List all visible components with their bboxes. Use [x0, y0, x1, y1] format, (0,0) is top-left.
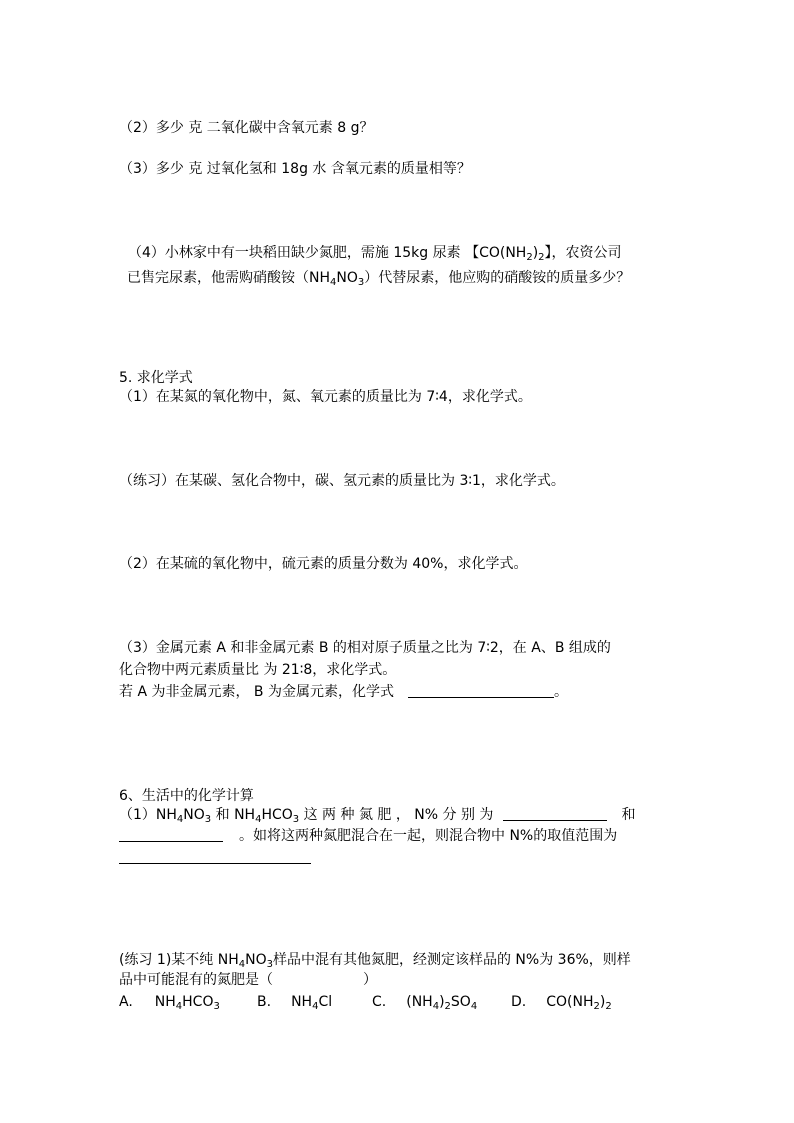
section-5-question-3-line-1: （3）金属元素 A 和非金属元素 B 的相对原子质量之比为 7∶2，在 A、B 组成的	[119, 640, 611, 656]
section-6-practice-line-1: (练习 1)某不纯 $NH_4NO_3$样品中混有其他氮肥，经测定该样品的 N%为 36%，则样	[119, 952, 631, 970]
n-percent-range-blank[interactable]	[119, 849, 311, 864]
section-5-heading: 5. 求化学式	[119, 370, 193, 386]
question-3: （3）多少 克 过氧化氢和 18g 水 含氧元素的质量相等？	[119, 161, 471, 177]
section-6-question-1-line-3	[119, 848, 311, 868]
n-percent-blank-1[interactable]	[503, 806, 607, 821]
section-6-practice-line-2: 品中可能混有的氮肥是（ ）	[119, 972, 377, 988]
section-5-question-2: （2）在某硫的氧化物中，硫元素的质量分数为 40%，求化学式。	[119, 556, 528, 572]
section-5-practice: （练习）在某碳、氢化合物中，碳、氢元素的质量比为 3∶1，求化学式。	[119, 473, 565, 489]
question-4-line-1: （4）小林家中有一块稻田缺少氮肥，需施 15kg 尿素 【$CO(NH_2)_2$】，农资公司	[128, 245, 622, 263]
choice-b[interactable]: B. $NH_4Cl$	[257, 994, 333, 1012]
choice-d[interactable]: D. $CO(NH_2)_2$	[511, 994, 612, 1012]
section-5-question-1: （1）在某氮的氧化物中，氮、氧元素的质量比为 7∶4，求化学式。	[119, 389, 532, 405]
question-2: （2）多少 克 二氧化碳中含氧元素 8 g？	[119, 120, 374, 136]
choice-a[interactable]: A. $NH_4HCO_3$	[119, 994, 220, 1012]
section-5-question-3-line-2: 化合物中两元素质量比 为 21∶8，求化学式。	[119, 662, 397, 678]
section-6-heading: 6、生活中的化学计算	[119, 788, 254, 804]
section-6-question-1-line-2: 。如将这两种氮肥混合在一起，则混合物中 N%的取值范围为	[119, 826, 617, 846]
n-percent-blank-2[interactable]	[119, 827, 223, 842]
section-5-question-3-line-3: 若 A 为非金属元素， B 为金属元素，化学式 。	[119, 684, 568, 700]
question-4-line-2: 已售完尿素，他需购硝酸铵$(NH_4NO_3)$代替尿素，他应购的硝酸铵的质量多少？	[127, 270, 631, 288]
formula-answer-blank[interactable]	[408, 683, 554, 698]
choice-c[interactable]: C. $(NH_4)_2SO_4$	[372, 994, 478, 1012]
section-6-question-1-line-1: $(1)NH_4NO_3$ 和 $NH_4HCO_3$ 这 两 种 氮 肥 ， N% 分 别 为 和	[119, 807, 636, 825]
